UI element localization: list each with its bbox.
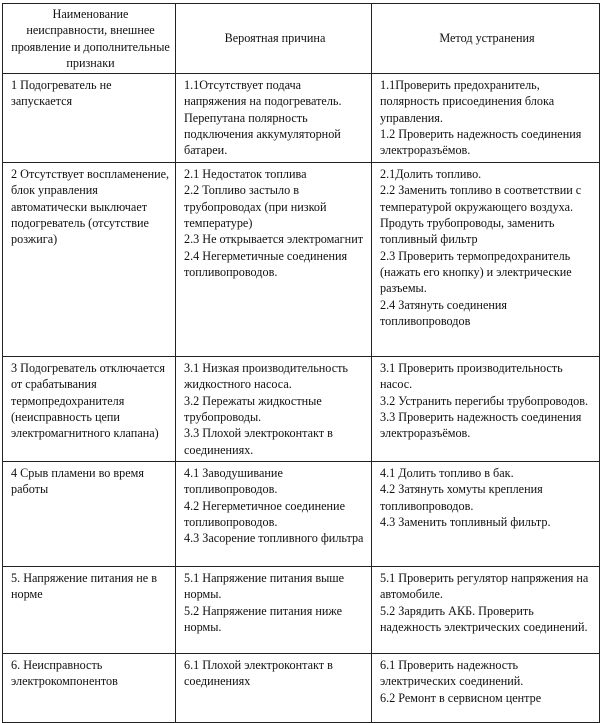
cause-item: 2.3 Не открывается электромагнит xyxy=(184,232,364,247)
fix-item: 2.4 Затянуть соединения топливопроводов xyxy=(380,297,508,328)
fix-item: 3.3 Проверить надежность соединения электроразъёмов. xyxy=(380,410,582,441)
table-row xyxy=(3,461,600,566)
cause-item: 1.1Отсутствует подача напряжения на подогреватель. Перепутана полярность подключения аккумуляторной батареи. xyxy=(184,78,342,158)
fault-cell: 6. Неисправность электрокомпонентов xyxy=(3,653,176,722)
cause-item: 3.1 Низкая производительность жидкостного насоса. xyxy=(184,361,348,392)
fix-item: 5.1 Проверить регулятор напряжения на автомобиле. xyxy=(380,570,589,602)
fix-cell xyxy=(372,163,600,357)
cause-item: 4.2 Негерметичное соединение топливопроводов. xyxy=(184,498,345,529)
fix-item: 1.2 Проверить надежность соединения электроразъёмов. xyxy=(380,127,582,158)
fix-item: 4.3 Заменить топливный фильтр. xyxy=(380,514,551,529)
cause-cell xyxy=(176,163,372,357)
cause-item: 4.1 Заводушивание топливопроводов. xyxy=(184,465,283,497)
fault-cell: 3 Подогреватель отключается от срабатывания термопредохранителя (неисправность цепи электромагнитного клапана) xyxy=(3,357,176,462)
cause-item: 5.2 Напряжение питания ниже нормы. xyxy=(184,603,343,634)
fix-item: 2.3 Проверить термопредохранитель (нажать его кнопку) и электрические разъемы. xyxy=(380,248,572,296)
table-row xyxy=(3,566,600,653)
cause-item: 2.4 Негерметичные соединения топливопроводов. xyxy=(184,248,348,279)
header-fault: Наименование неисправности, внешнее проявление и дополнительные признаки xyxy=(3,4,176,74)
fix-item: 5.2 Зарядить АКБ. Проверить надежность электрических соединений. xyxy=(380,603,588,634)
fix-cell xyxy=(372,461,600,566)
table-row xyxy=(3,163,600,357)
cause-cell xyxy=(176,357,372,462)
fault-cell: 5. Напряжение питания не в норме xyxy=(3,566,176,653)
table-row xyxy=(3,74,600,163)
cause-item: 5.1 Напряжение питания выше нормы. xyxy=(184,570,345,602)
table-header-row xyxy=(3,4,600,74)
header-fix: Метод устранения xyxy=(372,4,600,74)
cause-item: 2.2 Топливо застыло в трубопроводах (при низкой температуре) xyxy=(184,183,327,231)
cause-cell xyxy=(176,74,372,163)
fix-item: 6.2 Ремонт в сервисном центре xyxy=(380,690,542,705)
fault-cell: 1 Подогреватель не запускается xyxy=(3,74,176,163)
fix-item: 2.2 Заменить топливо в соответствии с температурой окружающего воздуха. Продуть трубопроводы, заменить топливный фильтр xyxy=(380,183,582,247)
troubleshooting-table xyxy=(2,3,600,723)
table-row xyxy=(3,357,600,462)
fix-item: 4.1 Долить топливо в бак. xyxy=(380,465,514,480)
table-row xyxy=(3,653,600,722)
fix-cell xyxy=(372,566,600,653)
cause-item: 6.1 Плохой электроконтакт в соединениях xyxy=(184,657,333,689)
fix-item: 3.1 Проверить производительность насос. xyxy=(380,361,563,392)
fix-item: 4.2 Затянуть хомуты крепления топливопроводов. xyxy=(380,482,543,513)
fix-item: 1.1Проверить предохранитель, полярность присоединения блока управления. xyxy=(380,78,555,125)
header-cause: Вероятная причина xyxy=(176,4,372,74)
cause-item: 2.1 Недостаток топлива xyxy=(184,167,307,182)
cause-item: 4.3 Засорение топливного фильтра xyxy=(184,531,364,546)
fix-item: 6.1 Проверить надежность электрических соединений. xyxy=(380,657,524,689)
fix-cell xyxy=(372,357,600,462)
cause-item: 3.3 Плохой электроконтакт в соединениях. xyxy=(184,426,333,457)
fault-cell: 2 Отсутствует воспламенение, блок управления автоматически выключает подогреватель (отсутствие розжига) xyxy=(3,163,176,357)
cause-item: 3.2 Пережаты жидкостные трубопроводы. xyxy=(184,393,322,425)
fault-cell: 4 Срыв пламени во время работы xyxy=(3,461,176,566)
fix-item: 2.1Долить топливо. xyxy=(380,167,482,182)
cause-cell xyxy=(176,653,372,722)
fix-cell xyxy=(372,653,600,722)
fix-cell xyxy=(372,74,600,163)
cause-cell xyxy=(176,461,372,566)
fix-item: 3.2 Устранить перегибы трубопроводов. xyxy=(380,393,589,408)
cause-cell xyxy=(176,566,372,653)
